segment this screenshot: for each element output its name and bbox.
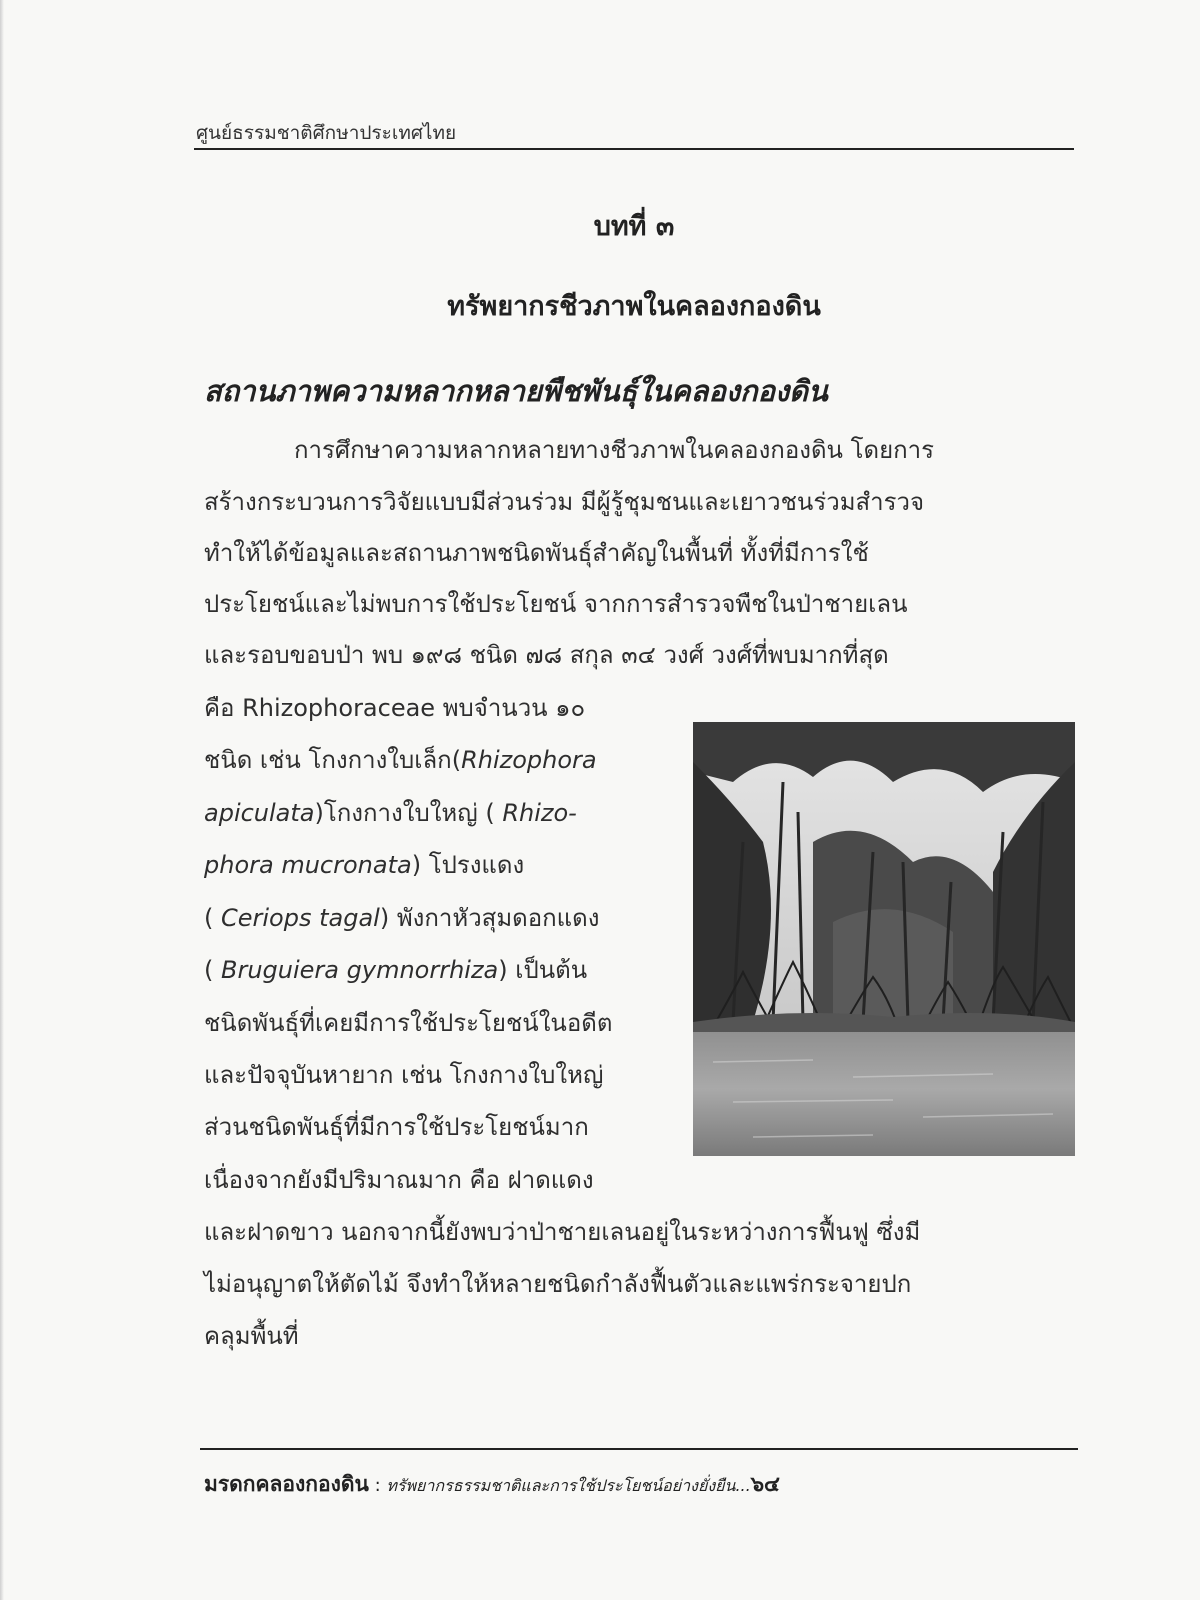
paragraph-line: และปัจจุบันหายาก เช่น โกงกางใบใหญ่ (204, 1061, 604, 1089)
footer-subtitle: ทรัพยากรธรรมชาติและการใช้ประโยชน์อย่างยั่งยืน... (386, 1476, 751, 1495)
paragraph-line: ชนิดพันธุ์ที่เคยมีการใช้ประโยชน์ในอดีต (204, 1009, 613, 1037)
paragraph-line: ไม่อนุญาตให้ตัดไม้ จึงทำให้หลายชนิดกำลังฟื้นตัวและแพร่กระจายปก (204, 1270, 912, 1298)
paragraph-line: ชนิด เช่น โกงกางใบเล็ก(Rhizophora (204, 746, 597, 774)
page-footer (204, 1468, 780, 1501)
paragraph-line: คือ Rhizophoraceae พบจำนวน ๑๐ (204, 694, 586, 722)
paragraph-line: และรอบขอบป่า พบ ๑๙๘ ชนิด ๗๘ สกุล ๓๔ วงศ์ วงศ์ที่พบมากที่สุด (204, 641, 889, 669)
paragraph-line: คลุมพื้นที่ (204, 1322, 299, 1350)
paragraph-line: ประโยชน์และไม่พบการใช้ประโยชน์ จากการสำรวจพืชในป่าชายเลน (204, 590, 908, 618)
footer-book-title: มรดกคลองกองดิน (204, 1472, 369, 1496)
footer-separator: : (368, 1475, 387, 1496)
paragraph-line: การศึกษาความหลากหลายทางชีวภาพในคลองกองดิน โดยการ (294, 436, 935, 464)
chapter-label: บทที่ ๓ (593, 211, 675, 242)
paragraph-line: apiculata)โกงกางใบใหญ่ ( Rhizo- (204, 799, 577, 827)
paragraph-line: ทำให้ได้ข้อมูลและสถานภาพชนิดพันธุ์สำคัญในพื้นที่ ทั้งที่มีการใช้ (204, 539, 869, 567)
paragraph-line: ( Ceriops tagal) พังกาหัวสุมดอกแดง (204, 904, 600, 932)
paragraph-line: ( Bruguiera gymnorrhiza) เป็นต้น (204, 956, 588, 984)
paragraph-line: phora mucronata) โปรงแดง (204, 851, 525, 879)
paragraph-line: สร้างกระบวนการวิจัยแบบมีส่วนร่วม มีผู้รู้ชุมชนและเยาวชนร่วมสำรวจ (204, 488, 925, 516)
footer-rule (200, 1448, 1078, 1450)
paragraph-line: เนื่องจากยังมีปริมาณมาก คือ ฝาดแดง (204, 1166, 594, 1194)
mangrove-forest-photo (693, 722, 1075, 1156)
paragraph-line: ส่วนชนิดพันธุ์ที่มีการใช้ประโยชน์มาก (204, 1113, 589, 1141)
running-header: ศูนย์ธรรมชาติศึกษาประเทศไทย (196, 122, 457, 144)
chapter-title: ทรัพยากรชีวภาพในคลองกองดิน (447, 291, 821, 322)
header-rule (194, 148, 1074, 150)
paragraph-line: และฝาดขาว นอกจากนี้ยังพบว่าป่าชายเลนอยู่ในระหว่างการฟื้นฟู ซึ่งมี (204, 1218, 921, 1246)
page-number: ๖๔ (750, 1472, 780, 1496)
section-heading: สถานภาพความหลากหลายพืชพันธุ์ในคลองกองดิน (204, 374, 828, 408)
